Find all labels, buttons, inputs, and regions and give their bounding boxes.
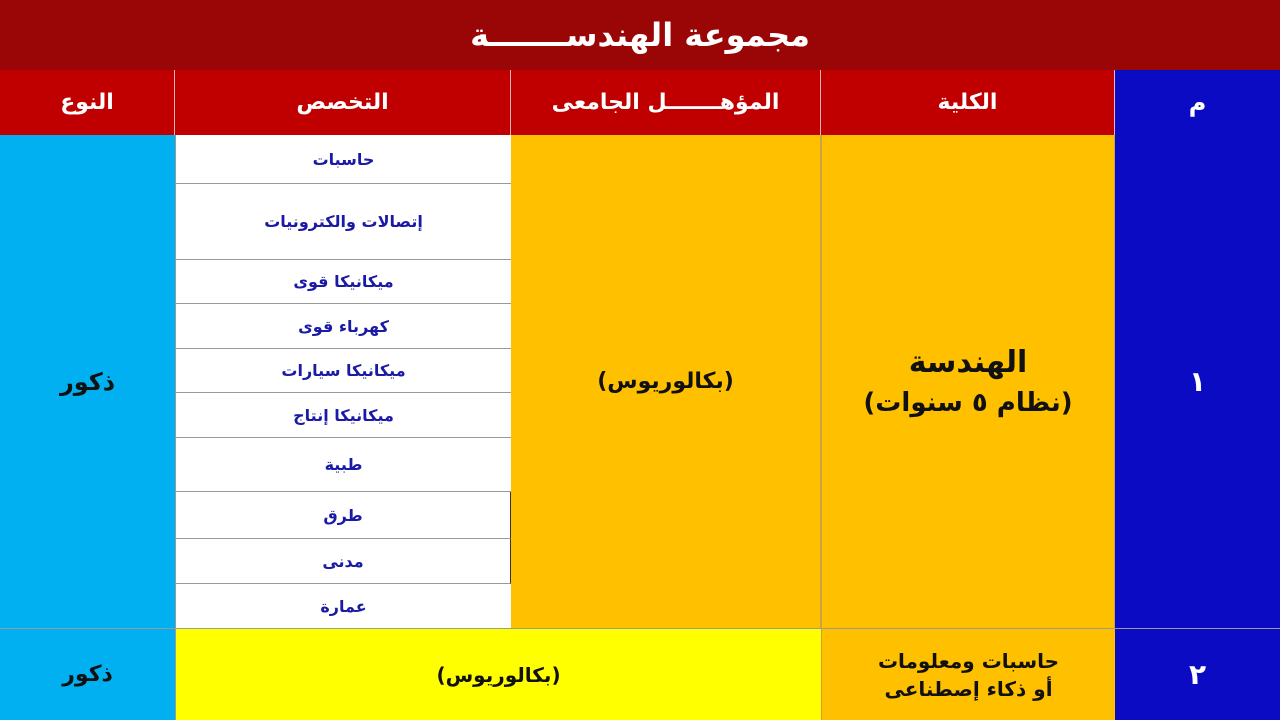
row2-faculty	[821, 628, 1115, 720]
specialization-item: طرق	[175, 492, 511, 539]
row1-index: ١	[1115, 135, 1280, 628]
faculty-note: (نظام ٥ سنوات)	[863, 388, 1073, 418]
specialization-item: ميكانيكا إنتاج	[175, 393, 511, 438]
header-specialization: التخصص	[175, 70, 511, 135]
row1-qualification: (بكالوريوس)	[511, 135, 821, 628]
row2-gender: ذكور	[0, 628, 175, 720]
row1-faculty	[821, 135, 1115, 628]
row1-gender: ذكور	[0, 135, 175, 628]
specialization-item: ميكانيكا سيارات	[175, 349, 511, 393]
specialization-item: حاسبات	[175, 135, 511, 184]
faculty-name: الهندسة	[908, 345, 1028, 380]
row2-qualification: (بكالوريوس)	[175, 628, 821, 720]
specialization-item: طبية	[175, 438, 511, 492]
specialization-item: ميكانيكا قوى	[175, 260, 511, 304]
specialization-item: كهرباء قوى	[175, 304, 511, 349]
faculty-line2: أو ذكاء إصطناعى	[884, 676, 1053, 701]
specialization-item: إتصالات والكترونيات	[175, 184, 511, 260]
faculty-line1: حاسبات ومعلومات	[877, 648, 1060, 673]
specialization-item: عمارة	[175, 584, 511, 628]
header-faculty: الكلية	[821, 70, 1115, 135]
header-qualification: المؤهـــــــل الجامعى	[511, 70, 821, 135]
header-gender: النوع	[0, 70, 175, 135]
row2-index: ٢	[1115, 628, 1280, 720]
specialization-item: مدنى	[175, 539, 511, 584]
header-index: م	[1115, 70, 1280, 135]
page-title: مجموعة الهندســـــــة	[0, 0, 1280, 70]
